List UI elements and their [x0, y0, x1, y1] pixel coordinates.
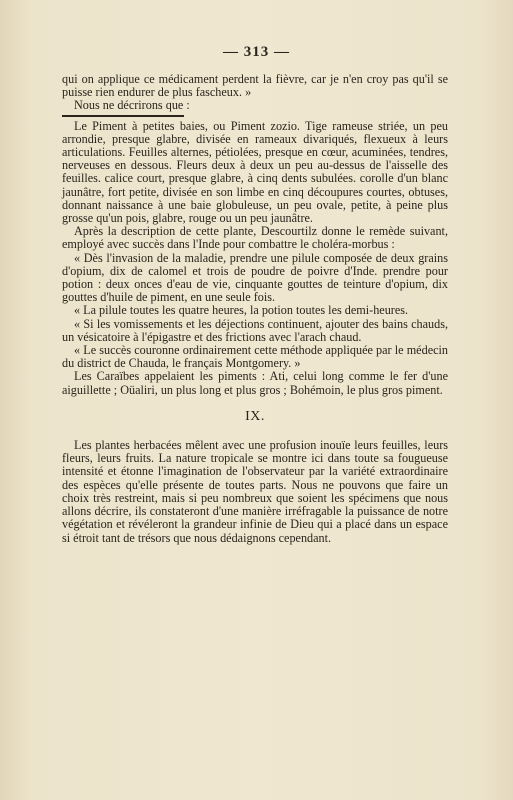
page-body: [62, 73, 448, 545]
page-number: — 313 —: [223, 44, 290, 60]
paragraph: qui on applique ce médicament perdent la fièvre, car je n'en croy pas qu'il se puisse rien endurer de plus fascheux. »: [62, 72, 448, 100]
paragraph: « Dès l'invasion de la maladie, prendre une pilule composée de deux grains d'opium, dix de calomel et trois de poudre de poivre d'Inde. prendre pour potion : deux onces d'eau de vie, cinquante gouttes de teinture d'opium, dix gouttes d'huile de piment, en une seule fois.: [62, 250, 448, 305]
paragraph: Le Piment à petites baies, ou Piment zozio. Tige rameuse striée, un peu arrondie, presque glabre, divisée en rameaux divariqués, flexueux à leurs articulations. Feuilles alternes, pétiolées, presque en cœur, acuminées, tendres, nerveuses en dessous. Fleurs deux à deux un peu au-dessus de l'aisselle des feuilles. calice court, presque glabre, à cinq dents subulées. corolle d'un blanc jaunâtre, fort petite, divisée en son limbe en cinq découpures courtes, obtuses, donnant naissance à une baie globuleuse, un peu ovale, petite, à peine plus grosse qu'un pois, glabre, rouge ou un peu jaunâtre.: [62, 118, 448, 226]
horizontal-rule: [62, 115, 184, 117]
paragraph: Les plantes herbacées mêlent avec une profusion inouïe leurs feuilles, leurs fleurs, leurs fruits. La nature tropicale se montre ici dans toute sa fougueuse intensité et étonne l'imagination de l'observateur par la variété extraordinaire des espèces qu'elle présente de toutes parts. Nous ne pouvons que faire un choix très restreint, mais si peu nombreux que soient les spécimens que nous allons décrire, ils constateront d'une manière irréfragable la puissance de notre végétation et révéleront la grandeur infinie de Dieu qui a placé dans un espace si étroit tant de trésors que nous dédaignons cependant.: [62, 438, 448, 545]
paragraph: Les Caraïbes appelaient les piments : Ati, celui long comme le fer d'une aiguillette ; Oüaliri, un plus long et plus gros ; Bohémoin, le plus gros piment.: [62, 369, 448, 397]
paragraph: Après la description de cette plante, Descourtilz donne le remède suivant, employé avec succès dans l'Inde pour combattre le choléra-morbus :: [62, 224, 448, 252]
paragraph: « La pilule toutes les quatre heures, la potion toutes les demi-heures.: [74, 303, 409, 318]
section-heading: IX.: [245, 408, 265, 424]
paragraph: « Si les vomissements et les déjections continuent, ajouter des bains chauds, un vésicatoire à l'épigastre et des frictions avec l'arach chaud.: [62, 316, 448, 344]
paragraph: « Le succès couronne ordinairement cette méthode appliquée par le médecin du district de Chauda, le français Montgomery. »: [62, 343, 448, 371]
paragraph: Nous ne décrirons que :: [74, 98, 190, 113]
